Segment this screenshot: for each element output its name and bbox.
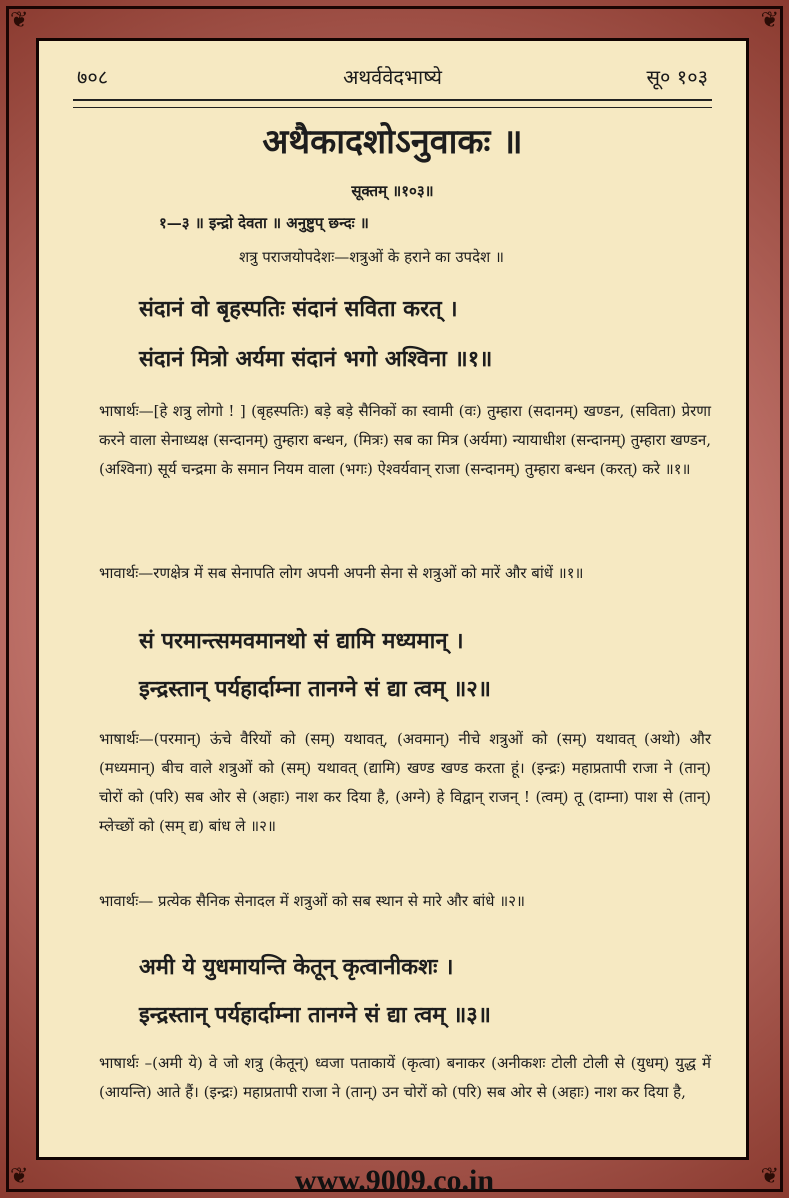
corner-ornament-icon: ❦ xyxy=(10,1164,29,1189)
book-page xyxy=(36,38,749,1160)
running-title: अथर्ववेदभाष्ये xyxy=(343,65,442,89)
website-watermark: www.9009.co.in xyxy=(294,1164,495,1197)
bhavartha-1: भावार्थः—रणक्षेत्र में सब सेनापति लोग अपनी अपनी सेना से शत्रुओं को मारें और बांधें ॥१॥ xyxy=(99,564,584,582)
page-number: ७०८ xyxy=(77,65,109,89)
bhavartha-2: भावार्थः— प्रत्येक सैनिक सेनादल में शत्रुओं को सब स्थान से मारे और बांधे ॥२॥ xyxy=(99,892,525,910)
bhashartha-2: भाषार्थः—(परमान्) ऊंचे वैरियों को (सम्) यथावत्, (अवमान्) नीचे शत्रुओं को (सम्) यथावत् (अथो) और (मध्यमान्) बीच वाले शत्रुओं को (सम्) यथावत् (द्यामि) खण्ड खण्ड करता हूं। (इन्द्रः) महाप्रतापी राजा ने (तान्) चोरों को (परि) सब ओर से (अहाः) नाश कर दिया है, (अग्ने) हे विद्वान् राजन् ! (त्वम्) तू (दाम्ना) पाश से (तान्) म्लेच्छों को (सम् द्य) बांध ले ॥२॥ xyxy=(99,730,711,835)
sukta-heading: सूक्तम् ॥१०३॥ xyxy=(351,182,434,200)
mantra-1-line-1: संदानं वो बृहस्पतिः संदानं सविता करत् । xyxy=(139,296,458,322)
mantra-3-line-1: अमी ये युधमायन्ति केतून् कृत्वानीकशः । xyxy=(139,954,454,980)
sukta-reference: सू० १०३ xyxy=(646,65,708,89)
upadesh-line: शत्रु पराजयोपदेशः—शत्रुओं के हराने का उपदेश ॥ xyxy=(239,248,504,266)
header-rule xyxy=(73,99,712,108)
bhashartha-1: भाषार्थः—[हे शत्रु लोगो ! ] (बृहस्पतिः) बड़े बड़े सैनिकों का स्वामी (वः) तुम्हारा (सदानम्) खण्डन, (सविता) प्रेरणा करने वाला सेनाध्यक्ष (सन्दानम्) तुम्हारा बन्धन, (मित्रः) सब का मित्र (अर्यमा) न्यायाधीश (सन्दानम्) तुम्हारा खण्डन, (अश्विना) सूर्य चन्द्रमा के समान नियम वाला (भगः) ऐश्वर्यवान् राजा (सन्दानम्) तुम्हारा बन्धन (करत्) करे ॥१॥ xyxy=(99,402,711,478)
devata-line: १—३ ॥ इन्द्रो देवता ॥ अनुष्टुप् छन्दः ॥ xyxy=(159,214,369,232)
corner-ornament-icon: ❦ xyxy=(760,8,779,33)
page-header xyxy=(77,63,708,93)
bhashartha-3: भाषार्थः –(अमी ये) वे जो शत्रु (केतून्) ध्वजा पताकायें (कृत्वा) बनाकर (अनीकशः टोली टोली से (युधम्) युद्ध में (आयन्ति) आते हैं। (इन्द्रः) महाप्रतापी राजा ने (तान्) उन चोरों को (परि) सब ओर से (अहाः) नाश कर दिया है, xyxy=(99,1054,711,1101)
mantra-1-line-2: संदानं मित्रो अर्यमा संदानं भगो अश्विना ॥१॥ xyxy=(139,346,493,372)
corner-ornament-icon: ❦ xyxy=(760,1164,779,1189)
mantra-2-line-1: सं परमान्त्समवमानथो सं द्यामि मध्यमान् । xyxy=(139,628,464,654)
anuvaka-heading: अथैकादशोऽनुवाकः ॥ xyxy=(262,122,523,162)
corner-ornament-icon: ❦ xyxy=(10,8,29,33)
mantra-2-line-2: इन्द्रस्तान् पर्यहार्दाम्ना तानग्ने सं द्या त्वम् ॥२॥ xyxy=(139,676,491,702)
mantra-3-line-2: इन्द्रस्तान् पर्यहार्दाम्ना तानग्ने सं द्या त्वम् ॥३॥ xyxy=(139,1002,491,1028)
